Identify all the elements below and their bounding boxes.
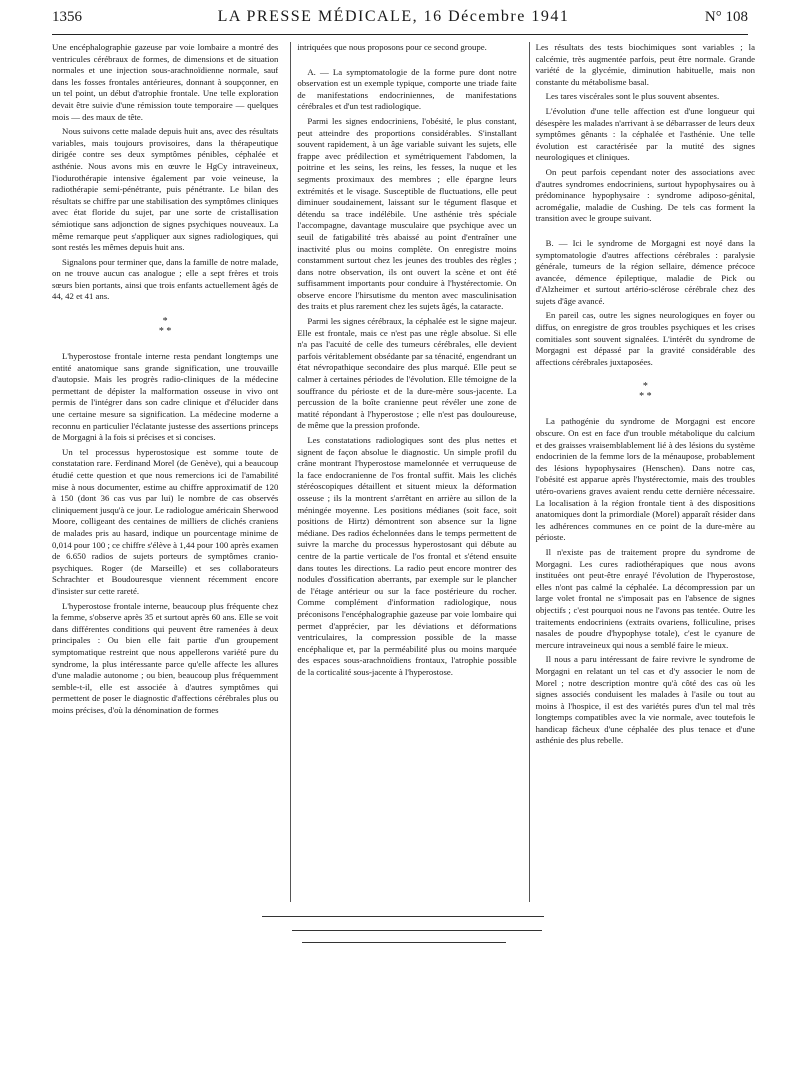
- section-separator: [52, 317, 278, 337]
- paragraph: Les tares viscérales sont le plus souvent absentes.: [545, 91, 720, 102]
- paragraph: intriquées que nous proposons pour ce second groupe.: [297, 42, 487, 52]
- separator-star: *: [162, 316, 168, 328]
- journal-title: [218, 8, 570, 26]
- issue-number: N° 108: [704, 9, 748, 25]
- journal-name: LA PRESSE MÉDICALE,: [217, 8, 419, 25]
- paragraph: Signalons pour terminer que, dans la famille de notre malade, on ne trouve aucun cas analogue ; elle a sept frères et trois sœurs bien portants, ainsi que trois enfants actuellement âgés de 44, 42 et 41 ans.: [52, 256, 279, 302]
- paragraph: A. — La symptomatologie de la forme pure dont notre observation est un exemple typique, comporte une triade faite de manifestations endocriniennes, de manifestations cérébrales et d'un test radiologique.: [297, 66, 517, 112]
- column-2: [290, 42, 516, 902]
- end-rule: [262, 916, 544, 917]
- page-number: 1356: [52, 9, 82, 25]
- paragraph: Parmi les signes endocriniens, l'obésité, le plus constant, peut atteindre des proportions considérables. S'installant souvent rapidement, à un âge variable suivant les sujets, elle frappe avec prédilection et symétriquement l'abdomen, la poitrine et les seins, les reins, les fesses, la nuque et les segments proximaux des membres ; elle épargne leurs extrémités et le visage. Susceptible de fluctuations, elle peut diminuer soudainement, laissant sur le tégument flasque et détendu sa trace indélébile. Une asthénie très spéciale l'accompagne, davantage musculaire que psychique avec un seuil de fatigabilité très abaissé au point d'entraîner une inactivité plus ou moins complète. On enregistre moins constamment surtout chez les jeunes des troubles des règles ; dans notre observation, ils ont ouvert la scène et ont été suffisamment importants pour conduire à l'hystérectomie. On observe encore l'hirsutisme du menton avec masculinisation des traits et plus rarement chez les sujets âgés, la cataracte.: [297, 115, 517, 312]
- column-1: [52, 42, 278, 902]
- paragraph: L'hyperostose frontale interne, beaucoup plus fréquente chez la femme, s'observe après 35 et surtout après 60 ans. Elle se voit dans différentes conditions qui peuvent être ramenées à deux principales : Ou bien elle fait partie d'un groupement symptomatique restreint que nous appellerons variété pure du syndrome, la plus intéressante parce qu'elle affecte les allures d'une maladie autonome ; ou bien, beaucoup plus fréquemment semble-t-il, elle est associée à d'autres symptômes qui permettent de poser le diagnostic d'affections cérébrales plus ou moins précises, d'où la dénomination de formes: [52, 600, 279, 715]
- paragraph: Les constatations radiologiques sont des plus nettes et signent de façon absolue le diagnostic. Un simple profil du crâne montrant l'hyperostose mamelonnée et verruqueuse de la face endocranienne de l'os frontal suffit. Mais les clichés stéréoscopiques détaillent et situent mieux la déformation osseuse ; ils la montrent s'arrêtant en arrière au sillon de la méningée moyenne. Les positions médianes (soit face, soit positions de Hirtz) démontrent son absence sur la ligne médiane. Des radios échelonnées dans le temps permettent de suivre la marche du processus hyperostosant qui débute au centre de la partie verticale de l'os frontal et s'étend ensuite dans toutes les directions. La radio peut encore montrer des nodules d'ossification aberrants, par exemple sur le plancher de l'étage antérieur ou sur la face postérieure du rocher. Comme complément d'information radiologique, nous préconisons l'encéphalographie gazeuse par voie lombaire qui permet d'apprécier, par les déviations et déformations ventriculaires, la compression possible de la masse encéphalique et, par la perméabilité plus ou moins marquée des espaces sous-arachnoïdiens frontaux, l'atrophie possible de la corticalité sous-jacente à l'hyperostose.: [297, 435, 517, 677]
- paragraph: Une encéphalographie gazeuse par voie lombaire a montré des ventricules cérébraux de formes, de dimensions et de situation normales et une injection sous-arachnoïdienne normale, sauf dans les fosses frontales antérieures, donnant à soupçonner, en un tel point, un début d'atrophie frontale. Une telle exploration devait être suivie d'une rémission toute temporaire — quelques mois — des maux de tête.: [52, 42, 279, 122]
- paragraph: Il n'existe pas de traitement propre du syndrome de Morgagni. Les cures radiothérapiques que nous avons instituées ont peut-être enrayé l'évolution de l'hyperostose, elles n'ont pas calmé la céphalée. La décompression par un large volet frontal ne s'imposait pas en l'absence de signes objectifs ; c'est pourquoi nous ne l'avons pas tentée. Outre les traitements endocriniens (extraits ovariens, folliculine, prises nasales de poudre d'hypophyse totale), c'est le cyanure de mercure intraveineux qui nous a semblé faire le mieux.: [535, 546, 755, 650]
- paragraph: En pareil cas, outre les signes neurologiques en foyer ou diffus, on enregistre de gros troubles psychiques et les crises comitiales sont souvent signalées. L'intérêt du syndrome de Morgagni est dépassé par la gravité considérable des affections cérébrales juxtaposées.: [535, 310, 755, 367]
- paragraph: Nous suivons cette malade depuis huit ans, avec des résultats variables, mais toujours provisoires, dans la thérapeutique dirigée contre ses deux symptômes pénibles, céphalée et asthénie. Nous avons mis en œuvre le HgCy intraveineux, l'iodurothérapie intensive également par voie veineuse, la radiothérapie semi-pénétrante, puis pénétrante. Le bilan des résultats se chiffre par une stabilisation des symptômes cliniques avec état floride du sujet, par une sorte de cristallisation sémiotique sans adjonction de signes psychiques nouveaux. La même remarque peut s'appliquer aux signes radiologiques, qui sont restés les mêmes depuis huit ans.: [52, 126, 279, 253]
- paragraph: L'hyperostose frontale interne resta pendant longtemps une entité anatomique sans grande signification, une trouvaille d'autopsie. Mais les progrès radio-cliniques de la médecine permettant de dépister la malformation osseuse in vivo ont permis de l'intégrer dans son cadre clinique et d'élucider dans une certaine mesure sa signification. La médecine moderne a reconnu en particulier l'éclatante justesse des assertions princeps de Morgagni à la fois si précises et si concises.: [52, 351, 279, 443]
- paragraph: B. — Ici le syndrome de Morgagni est noyé dans la symptomatologie d'autres affections cérébrales : paralysie générale, tumeurs de la région sellaire, démence précoce avancée, démence épileptique, maladie de Pick ou d'Alzheimer et surtout artério-sclérose cérébrale chez des sujets d'âge avancé.: [535, 237, 755, 306]
- paragraph: Il nous a paru intéressant de faire revivre le syndrome de Morgagni en relatant un tel cas et d'y associer le nom de Morel ; notre description montre qu'à côté des cas où les signes associés conduisent les malades à l'asile ou tout au moins à l'hospice, il est des variétés pures d'un tel mal très longtemps compatibles avec la vie normale, avec toutefois le handicap fâcheux d'une céphalée des plus tenace et d'une asthénie des plus rebelle.: [535, 654, 755, 746]
- section-separator: [536, 382, 755, 402]
- paragraph: La pathogénie du syndrome de Morgagni est encore obscure. On est en face d'un trouble métabolique du calcium et des graisses vraisemblablement lié à des lésions du système endocrinien de la femme lors de la ménaupose, probablement des lésions hypophysaires (Henschen). Dans notre cas, l'obésité est apparue après l'hystérectomie, mais des troubles utéro-ovariens graves avaient rendu cette dernière nécessaire. La localisation à la région frontale tient à des dispositions anatomiques dont la primordiale (Morel) apparaît résider dans les adhérences communes en ce point de la dure-mère au périoste.: [535, 416, 755, 543]
- issue-date: 16 Décembre 1941: [423, 8, 570, 25]
- end-rule: [302, 942, 506, 943]
- paragraph: On peut parfois cependant noter des associations avec d'autres syndromes endocriniens, surtout hypophysaires ou à prédominance hypophysaire : syndrome adiposo-génital, acromégalie, maladie de Cushing. De tels cas forment la transition avec le groupe suivant.: [535, 166, 755, 224]
- column-3: [529, 42, 755, 902]
- end-rule: [292, 930, 542, 931]
- paragraph: Un tel processus hyperostosique est somme toute de constatation rare. Ferdinand Morel (de Genève), qui a beaucoup étudié cette question et que nous remercions ici de l'amabilité mise à nous documenter, estime au chiffre approximatif de 120 à 150 (dont 36 cas vus par lui) le nombre de cas observés cliniquement jusqu'à ce jour. Le radiologue américain Sherwood Moore, colligeant des centaines de milliers de clichés craniens de malades pris au hasard, indique un pourcentage minime de 0,014 pour 100 ; ce chiffre s'élève à 1,44 pour 100 après examen de 6.650 radios de sujets porteurs de symptômes cranio-psychiques. Roger (de Marseille) et ses collaborateurs Schrachter et Boudouresque viennent récemment encore d'insister sur cette rareté.: [52, 446, 279, 596]
- separator-stars: * *: [158, 326, 172, 338]
- paragraph: L'évolution d'une telle affection est d'une longueur qui désespère les malades n'arrivant à se débarrasser de leurs deux symptômes gênants : la céphalée et l'asthénie. Une telle évolution est caractérisée par la mutité des signes neurologiques et cliniques.: [535, 105, 755, 163]
- article-body: [52, 42, 755, 902]
- page-header: [52, 8, 748, 35]
- separator-stars: * *: [639, 391, 652, 403]
- paragraph: Parmi les signes cérébraux, la céphalée est le signe majeur. Elle est frontale, mais ce n'est pas une règle absolue. Si elle n'a pas l'acuité de celle des tumeurs cérébrales, elle devient parfois véritablement obsédante par sa ténacité, engendrant un état névropathique secondaire des plus marqué. Elle peut se calmer à certaines périodes de l'évolution. Elle témoigne de la souffrance du périoste et de la dure-mère sous-jacente. La percussion de la boîte cranienne peut révéler une zone de matité répondant à l'hyperostose ; elle n'est pas douloureuse, de même que la pression profonde.: [297, 316, 517, 431]
- separator-star: *: [642, 381, 648, 393]
- paragraph: Les résultats des tests biochimiques sont variables ; la calcémie, très augmentée parfois, peut être normale. Grande variété de la glycémie, diminution habituelle, mais non constante du métabolisme basal.: [535, 42, 755, 87]
